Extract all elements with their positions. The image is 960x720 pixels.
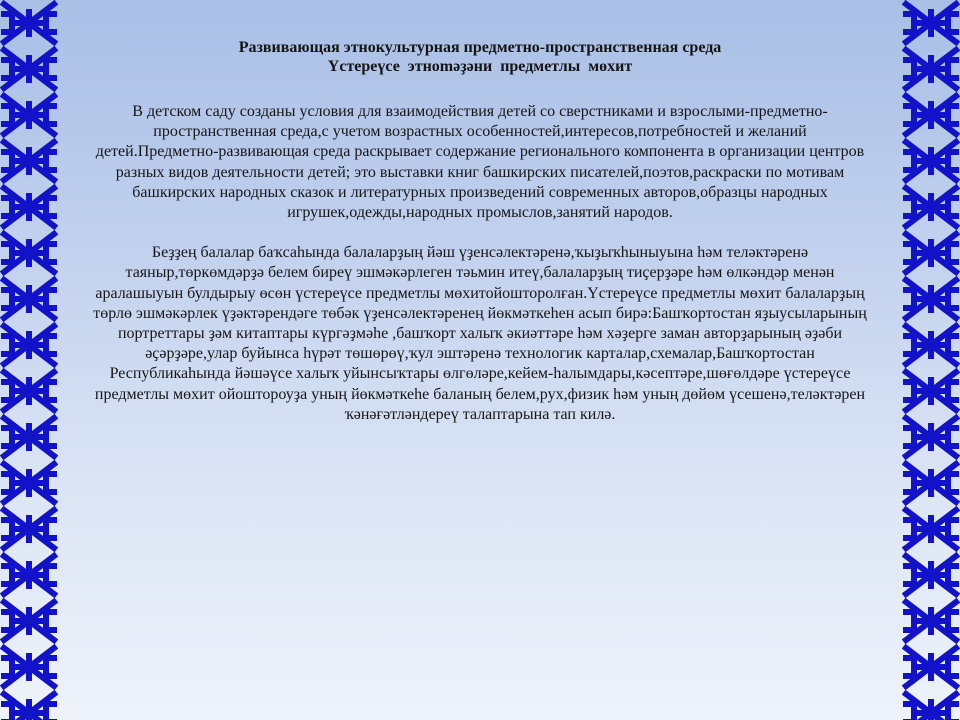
title-russian: Развивающая этнокультурная предметно-пространственная среда <box>238 39 722 56</box>
left-ornament-svg <box>0 0 58 720</box>
left-ornament-border <box>0 0 58 720</box>
main-content <box>92 38 868 425</box>
right-ornament-border <box>902 0 960 720</box>
title-bashkir: Үстереүсе этноməҙəни предметлы мөхит <box>327 58 633 75</box>
right-ornament-svg <box>902 0 960 720</box>
paragraph-bashkir: Беҙҙең балалар баҡсаһында балаларҙың йәш үҙенсәлектәренә,ҡыҙыҡһыныуына һәм теләктәренә таяныр,төркөмдәрҙә белем биреү эшмәкәрлеген тәьмин итеү,балаларҙың тиҫерҙәре һәм өлкәндәр менән аралашыуын булдырыу өсөн үстереүсе предметлы мөхитойошторолған.Үстереүсе предметлы мөхит балаларҙың төрлө эшмәкәрлек үҙәктәрендәге төбәк үҙенсәлектәренең йөкмәткеһен асып бирә:Башҡортостан яҙыусыларының портреттары ҙәм китаптары күргәҙмәһе ,башҡорт халыҡ әкиәттәре һәм хәҙерге заман авторҙарының әҙәби әҫәрҙәре,улар буйынса һүрәт төшөрөү,ҡул эштәренә технологик карталар,схемалар,Башҡортостан Республикаһында йәшәүсе халыҡ уйынсыҡтары өлгөләре,кейем-һалымдары,кәсептәре,шөғөлдәре үстереүсе предметлы мөхит ойоштороуҙа уның йөкмәткеһе баланың белем,рух,физик һәм уның дөйөм үсешенә,теләктәрен ҡәнәғәтләндереү талаптарына тап килә. <box>93 244 867 423</box>
paragraph-russian: В детском саду созданы условия для взаимодействия детей со сверстниками и взрослыми-предметно-пространственная среда,с учетом возрастных особенностей,интересов,потребностей и желаний детей.Предметно-развивающая среда раскрывает содержание регионального компонента в организации центров разных видов деятельности детей; это выставки книг башкирских писателей,поэтов,раскраски по мотивам башкирских народных сказок и литературных произведений современных авторов,образцы народных игрушек,одежды,народных промыслов,занятий народов. <box>95 103 865 222</box>
